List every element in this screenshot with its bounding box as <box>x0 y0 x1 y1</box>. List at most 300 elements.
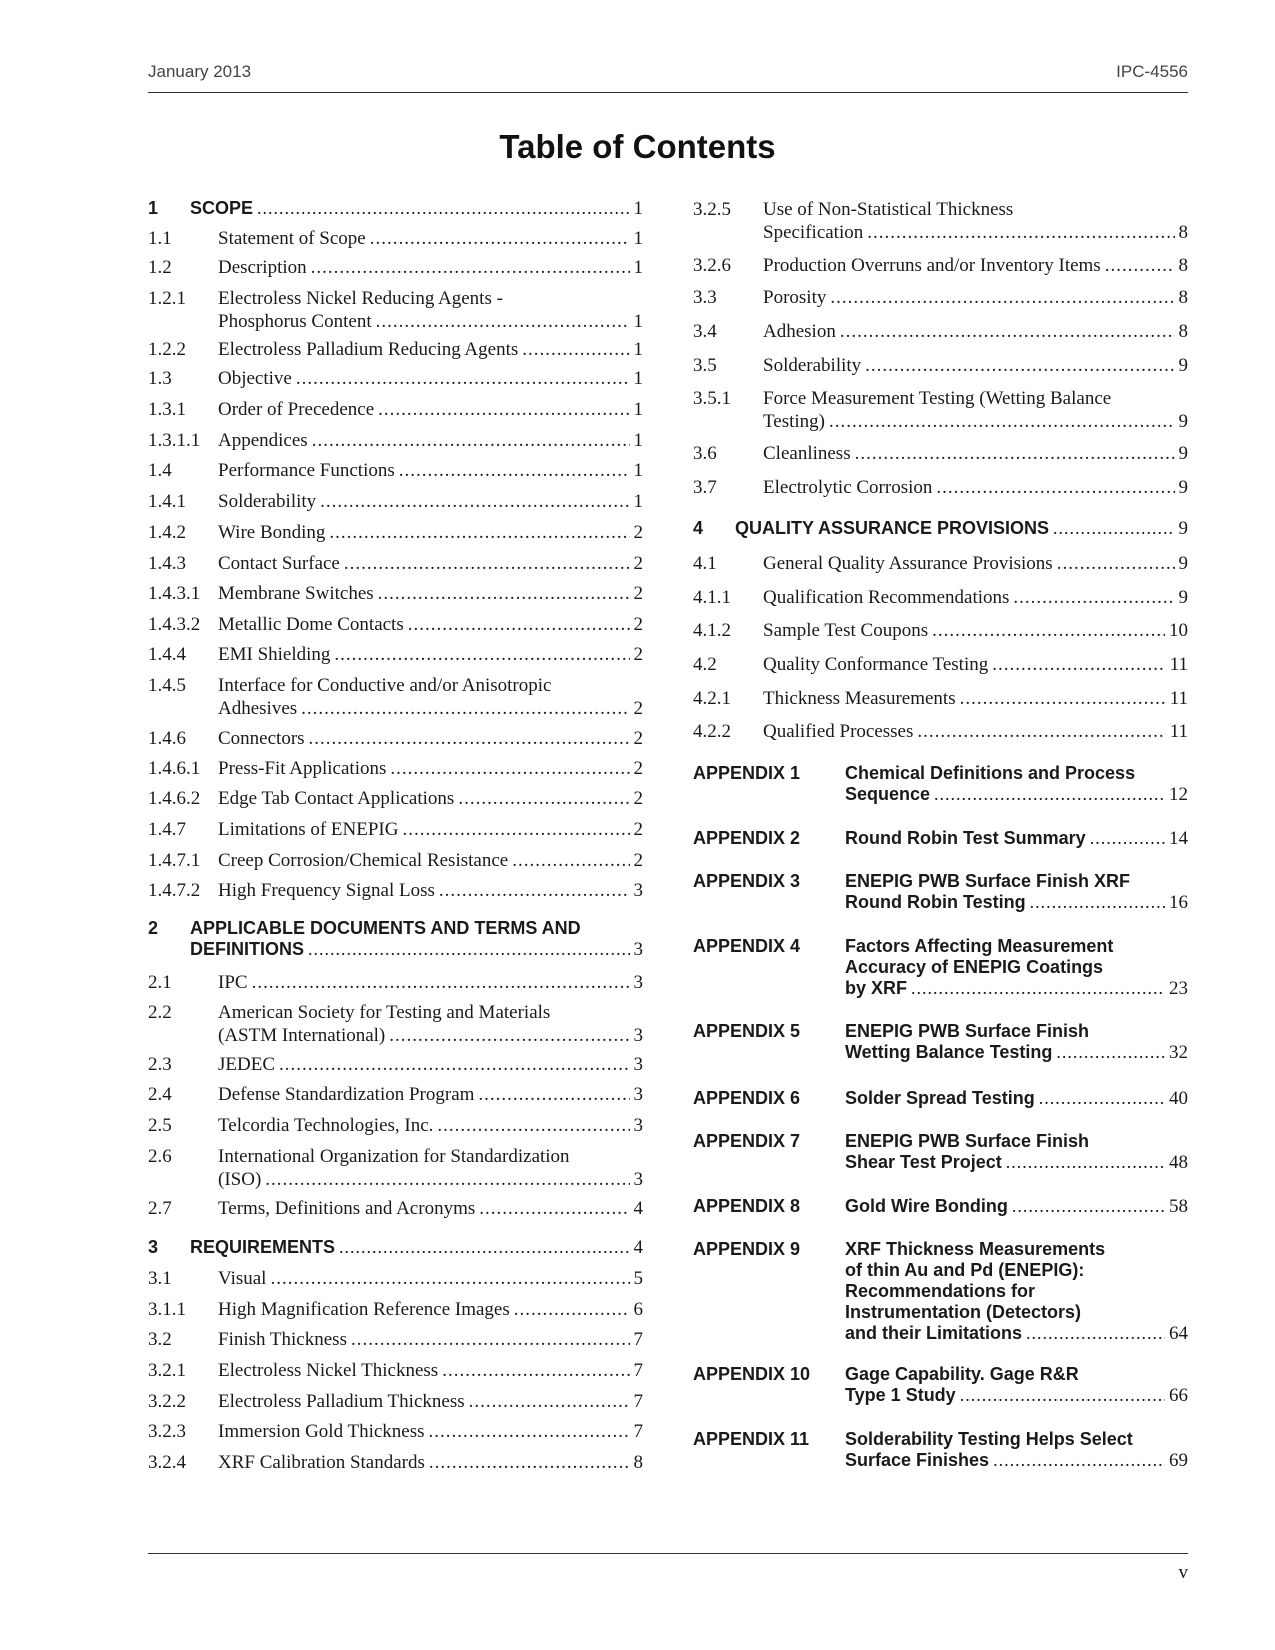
toc-entry-text: XRF Calibration Standards <box>218 1452 425 1473</box>
toc-entry-line <box>845 1323 1188 1344</box>
leader-dots <box>301 697 629 720</box>
toc-entry-number: 4.2 <box>693 654 717 675</box>
leader-dots <box>1012 1196 1165 1217</box>
toc-page-number: 3 <box>633 972 643 993</box>
toc-entry-number: 1.4.3.1 <box>148 583 201 604</box>
leader-dots <box>1090 828 1165 849</box>
toc-entry[interactable] <box>693 586 1188 609</box>
toc-page-number: 3 <box>633 1115 643 1136</box>
toc-page-number: 16 <box>1169 892 1188 913</box>
leader-dots <box>252 971 630 994</box>
toc-entry-title <box>190 198 643 219</box>
toc-entry[interactable] <box>148 643 643 666</box>
toc-entry[interactable] <box>148 1451 643 1474</box>
toc-entry-title <box>763 354 1188 377</box>
toc-entry[interactable] <box>693 687 1188 710</box>
toc-entry-line <box>218 1359 643 1382</box>
toc-entry-number: 1.4.6.1 <box>148 758 201 779</box>
toc-page-number: 2 <box>633 728 643 749</box>
toc-entry-text: Metallic Dome Contacts <box>218 614 404 635</box>
leader-dots <box>279 1053 630 1076</box>
toc-entry[interactable] <box>148 1053 643 1076</box>
toc-entry[interactable] <box>693 320 1188 343</box>
leader-dots <box>390 757 629 780</box>
toc-entry-number: 1.4 <box>148 460 172 481</box>
toc-appendix-entry[interactable] <box>693 1021 1188 1063</box>
leader-dots <box>296 367 630 390</box>
toc-entry[interactable] <box>148 338 643 361</box>
toc-page-number: 14 <box>1169 828 1188 849</box>
toc-entry-line <box>218 429 643 452</box>
toc-entry-line <box>218 287 643 310</box>
toc-entry[interactable] <box>148 552 643 575</box>
toc-entry-text: Adhesion <box>763 321 836 342</box>
toc-page-number: 8 <box>1178 321 1188 342</box>
toc-entry[interactable] <box>693 653 1188 676</box>
toc-entry-title <box>845 1131 1188 1173</box>
toc-entry-line <box>218 338 643 361</box>
toc-entry-text: Objective <box>218 368 292 389</box>
toc-entry-text: Accuracy of ENEPIG Coatings <box>845 957 1104 977</box>
toc-page-number: 2 <box>633 788 643 809</box>
toc-entry-number: 1.4.5 <box>148 675 186 696</box>
toc-page-number: 58 <box>1169 1196 1188 1217</box>
toc-page-number: 66 <box>1169 1385 1188 1406</box>
toc-entry[interactable] <box>148 1267 643 1290</box>
toc-entry[interactable] <box>148 1083 643 1106</box>
toc-page-number: 3 <box>633 1025 643 1046</box>
toc-entry-number: 3.2.6 <box>693 255 731 276</box>
toc-entry-number: 4.1.1 <box>693 587 731 608</box>
toc-page-number: 3 <box>633 939 643 960</box>
leader-dots <box>829 410 1175 433</box>
toc-page-number: 1 <box>633 228 643 249</box>
toc-entry-text: General Quality Assurance Provisions <box>763 553 1053 574</box>
toc-entry[interactable] <box>148 521 643 544</box>
toc-appendix-entry[interactable] <box>693 828 1188 849</box>
toc-entry[interactable] <box>148 1328 643 1351</box>
toc-entry[interactable] <box>148 757 643 780</box>
toc-entry-text: DEFINITIONS <box>190 939 305 959</box>
toc-entry-title <box>845 763 1188 805</box>
toc-page-number: 40 <box>1169 1088 1188 1109</box>
toc-entry-text: JEDEC <box>218 1054 275 1075</box>
leader-dots <box>993 1450 1165 1471</box>
toc-entry-number: 2.3 <box>148 1054 172 1075</box>
toc-section-heading[interactable] <box>148 918 643 960</box>
toc-page-number: 64 <box>1169 1323 1188 1344</box>
toc-entry-number: APPENDIX 11 <box>693 1429 810 1449</box>
toc-entry-line <box>218 1083 643 1106</box>
toc-page-number: 23 <box>1169 978 1188 999</box>
toc-entry-line <box>845 1239 1188 1260</box>
toc-entry-title <box>763 619 1188 642</box>
leader-dots <box>320 490 629 513</box>
toc-entry[interactable] <box>693 354 1188 377</box>
toc-entry-text: EMI Shielding <box>218 644 331 665</box>
toc-section-heading[interactable] <box>148 1237 643 1258</box>
toc-entry-line <box>190 198 643 219</box>
toc-entry-number: 3.7 <box>693 477 717 498</box>
toc-entry[interactable] <box>148 1001 643 1047</box>
toc-entry-text: Solderability <box>218 491 317 512</box>
toc-entry[interactable] <box>693 198 1188 244</box>
toc-entry[interactable] <box>148 287 643 333</box>
toc-entry-line <box>845 828 1188 849</box>
toc-entry[interactable] <box>148 582 643 605</box>
toc-entry[interactable] <box>148 818 643 841</box>
toc-entry-text: Performance Functions <box>218 460 395 481</box>
toc-entry[interactable] <box>148 849 643 872</box>
toc-page-number: 3 <box>633 880 643 901</box>
toc-entry[interactable] <box>148 1359 643 1382</box>
leader-dots <box>1056 1042 1165 1063</box>
toc-page-number: 2 <box>633 758 643 779</box>
leader-dots <box>329 521 629 544</box>
toc-entry-line <box>218 521 643 544</box>
toc-entry-title <box>218 818 643 841</box>
toc-entry[interactable] <box>148 256 643 279</box>
toc-entry-number: 1.4.6.2 <box>148 788 201 809</box>
toc-page-number: 8 <box>1178 222 1188 243</box>
toc-page-number: 9 <box>1178 355 1188 376</box>
toc-entry-text: of thin Au and Pd (ENEPIG): <box>845 1260 1085 1280</box>
toc-entry-line <box>845 1364 1188 1385</box>
toc-entry[interactable] <box>148 1420 643 1443</box>
toc-entry-text: Adhesives <box>218 698 298 719</box>
toc-entry-line <box>763 221 1188 244</box>
toc-entry-text: Sequence <box>845 784 931 804</box>
toc-entry-title <box>218 879 643 902</box>
toc-entry-line <box>218 398 643 421</box>
toc-entry-text: Creep Corrosion/Chemical Resistance <box>218 850 509 871</box>
toc-entry[interactable] <box>148 1298 643 1321</box>
toc-entry-title <box>218 1001 643 1047</box>
toc-entry-number: 1.4.4 <box>148 644 186 665</box>
toc-entry-text: Production Overruns and/or Inventory Items <box>763 255 1101 276</box>
toc-page-number: 1 <box>633 399 643 420</box>
toc-entry-line <box>763 552 1188 575</box>
toc-entry-line <box>845 871 1188 892</box>
toc-entry-line <box>190 939 643 960</box>
toc-page-number: 32 <box>1169 1042 1188 1063</box>
leader-dots <box>936 476 1174 499</box>
toc-entry-number: 3.5.1 <box>693 388 731 409</box>
toc-entry-text: Defense Standardization Program <box>218 1084 475 1105</box>
toc-entry-text: and their Limitations <box>845 1323 1023 1343</box>
leader-dots <box>437 1114 629 1137</box>
toc-entry-number: 4.1.2 <box>693 620 731 641</box>
leader-dots <box>429 1451 630 1474</box>
toc-entry-number: 3.4 <box>693 321 717 342</box>
toc-entry[interactable] <box>693 442 1188 465</box>
toc-appendix-entry[interactable] <box>693 1239 1188 1344</box>
toc-entry-line <box>218 971 643 994</box>
toc-entry-line <box>218 1168 643 1191</box>
toc-entry-line <box>218 1420 643 1443</box>
toc-entry-title <box>218 1420 643 1443</box>
toc-appendix-entry[interactable] <box>693 763 1188 805</box>
toc-entry-number: APPENDIX 4 <box>693 936 801 956</box>
toc-entry-line <box>218 1114 643 1137</box>
toc-entry-title <box>218 787 643 810</box>
toc-entry-title <box>218 613 643 636</box>
toc-entry-number: 1.3 <box>148 368 172 389</box>
toc-section-heading[interactable] <box>148 198 643 219</box>
toc-entry-title <box>845 1021 1188 1063</box>
leader-dots <box>309 727 630 750</box>
toc-entry-text: Electroless Nickel Reducing Agents - <box>218 288 503 309</box>
toc-entry-text: Solder Spread Testing <box>845 1088 1035 1108</box>
toc-entry-text: International Organization for Standardization <box>218 1146 570 1167</box>
leader-dots <box>370 227 630 250</box>
toc-entry-title <box>218 1328 643 1351</box>
toc-entry-text: Contact Surface <box>218 553 340 574</box>
toc-entry-line <box>845 1131 1188 1152</box>
toc-page-number: 2 <box>633 850 643 871</box>
toc-entry-number: 1.4.7 <box>148 819 186 840</box>
toc-entry-text: IPC <box>218 972 248 993</box>
toc-page-number: 9 <box>1178 518 1188 539</box>
toc-entry[interactable] <box>693 387 1188 433</box>
leader-dots <box>429 1420 630 1443</box>
toc-page-number: 12 <box>1169 784 1188 805</box>
toc-entry-line <box>845 1281 1188 1302</box>
toc-appendix-entry[interactable] <box>693 1364 1188 1406</box>
toc-entry-title <box>845 1429 1188 1471</box>
toc-entry-number: 1.4.3.2 <box>148 614 201 635</box>
toc-entry-number: APPENDIX 1 <box>693 763 801 783</box>
toc-entry[interactable] <box>148 971 643 994</box>
toc-entry-title <box>218 1390 643 1413</box>
toc-entry-title <box>845 1364 1188 1406</box>
toc-section-heading[interactable] <box>693 518 1188 539</box>
toc-entry-line <box>845 1042 1188 1063</box>
leader-dots <box>1057 552 1175 575</box>
toc-entry-line <box>218 1053 643 1076</box>
toc-page-number: 4 <box>633 1237 643 1258</box>
toc-entry-line <box>218 227 643 250</box>
toc-appendix-entry[interactable] <box>693 1429 1188 1471</box>
toc-entry-line <box>763 387 1188 410</box>
toc-entry-title <box>218 227 643 250</box>
toc-entry[interactable] <box>148 227 643 250</box>
leader-dots <box>479 1197 629 1220</box>
toc-entry-title <box>845 1196 1188 1217</box>
toc-entry-line <box>845 763 1188 784</box>
toc-entry-line <box>845 1021 1188 1042</box>
toc-entry-title <box>218 1359 643 1382</box>
toc-entry-line <box>218 674 643 697</box>
toc-entry[interactable] <box>148 613 643 636</box>
toc-entry[interactable] <box>148 1114 643 1137</box>
toc-entry-text: ENEPIG PWB Surface Finish <box>845 1021 1090 1041</box>
toc-entry-line <box>845 1088 1188 1109</box>
leader-dots <box>334 643 629 666</box>
toc-entry-line <box>845 957 1188 978</box>
toc-entry-title <box>218 521 643 544</box>
toc-entry[interactable] <box>693 720 1188 743</box>
toc-entry-line <box>845 978 1188 999</box>
toc-appendix-entry[interactable] <box>693 1088 1188 1109</box>
leader-dots <box>514 1298 630 1321</box>
toc-entry-title <box>763 387 1188 433</box>
toc-entry-line <box>845 1429 1188 1450</box>
toc-entry[interactable] <box>693 552 1188 575</box>
toc-entry-text: Telcordia Technologies, Inc. <box>218 1115 434 1136</box>
toc-entry-text: Visual <box>218 1268 267 1289</box>
toc-entry[interactable] <box>148 879 643 902</box>
toc-entry-text: Order of Precedence <box>218 399 375 420</box>
toc-entry-title <box>763 198 1188 244</box>
toc-entry-title <box>218 367 643 390</box>
toc-entry-number: 4.1 <box>693 553 717 574</box>
toc-entry-text: Electroless Palladium Thickness <box>218 1391 465 1412</box>
toc-entry-number: 4.2.2 <box>693 721 731 742</box>
toc-entry-text: Factors Affecting Measurement <box>845 936 1114 956</box>
toc-entry[interactable] <box>148 398 643 421</box>
toc-entry-title <box>763 476 1188 499</box>
toc-entry[interactable] <box>148 1197 643 1220</box>
header-date: January 2013 <box>148 62 252 81</box>
toc-page-number: 69 <box>1169 1450 1188 1471</box>
leader-dots <box>1013 586 1174 609</box>
toc-entry-line <box>763 354 1188 377</box>
toc-entry-line <box>218 459 643 482</box>
toc-entry[interactable] <box>148 429 643 452</box>
toc-entry[interactable] <box>693 619 1188 642</box>
toc-entry-number: 4.2.1 <box>693 688 731 709</box>
toc-entry-text: Round Robin Testing <box>845 892 1026 912</box>
toc-entry-number: APPENDIX 2 <box>693 828 801 848</box>
toc-entry[interactable] <box>148 1145 643 1191</box>
toc-appendix-entry[interactable] <box>693 1131 1188 1173</box>
toc-entry-title <box>845 1239 1188 1344</box>
toc-entry-line <box>218 490 643 513</box>
toc-entry-title <box>763 254 1188 277</box>
toc-entry-number: 3.1 <box>148 1268 172 1289</box>
toc-entry-line <box>218 849 643 872</box>
leader-dots <box>378 582 630 605</box>
page-number: v <box>1178 1562 1188 1583</box>
toc-entry-title <box>845 1088 1188 1109</box>
toc-entry[interactable] <box>148 674 643 720</box>
toc-page-number: 1 <box>633 491 643 512</box>
toc-entry-line <box>763 619 1188 642</box>
toc-entry-title <box>218 1267 643 1290</box>
toc-entry-text: Finish Thickness <box>218 1329 347 1350</box>
toc-entry-line <box>845 1302 1188 1323</box>
toc-entry-line <box>763 254 1188 277</box>
toc-entry-number: 1.2 <box>148 257 172 278</box>
toc-entry[interactable] <box>148 367 643 390</box>
toc-entry-text: (ISO) <box>218 1169 262 1190</box>
toc-page-number: 1 <box>633 430 643 451</box>
leader-dots <box>311 256 630 279</box>
toc-entry-text: APPLICABLE DOCUMENTS AND TERMS AND <box>190 918 581 938</box>
toc-entry[interactable] <box>148 459 643 482</box>
toc-appendix-entry[interactable] <box>693 936 1188 999</box>
leader-dots <box>376 310 630 333</box>
toc-entry-title <box>218 490 643 513</box>
toc-entry-line <box>763 320 1188 343</box>
toc-entry[interactable] <box>148 727 643 750</box>
toc-entry-title <box>218 1298 643 1321</box>
toc-entry-text: Edge Tab Contact Applications <box>218 788 455 809</box>
toc-entry-text: High Frequency Signal Loss <box>218 880 435 901</box>
toc-page-number: 48 <box>1169 1152 1188 1173</box>
toc-entry-text: Shear Test Project <box>845 1152 1002 1172</box>
toc-entry-text: Thickness Measurements <box>763 688 956 709</box>
toc-page-number: 8 <box>633 1452 643 1473</box>
toc-entry-text: Wetting Balance Testing <box>845 1042 1053 1062</box>
toc-entry-line <box>218 582 643 605</box>
toc-page-number: 6 <box>633 1299 643 1320</box>
toc-entry-number: 3.2.1 <box>148 1360 186 1381</box>
toc-entry-text: Cleanliness <box>763 443 851 464</box>
toc-page-number: 9 <box>1178 443 1188 464</box>
toc-entry-number: APPENDIX 7 <box>693 1131 801 1151</box>
toc-page-number: 1 <box>633 198 643 219</box>
toc-entry-text: Phosphorus Content <box>218 311 372 332</box>
toc-page-number: 4 <box>633 1198 643 1219</box>
toc-entry-number: 1.4.7.1 <box>148 850 201 871</box>
toc-entry-text: (ASTM International) <box>218 1025 386 1046</box>
leader-dots <box>402 818 629 841</box>
toc-entry-text: Solderability Testing Helps Select <box>845 1429 1133 1449</box>
toc-entry[interactable] <box>693 476 1188 499</box>
toc-entry[interactable] <box>148 490 643 513</box>
toc-appendix-entry[interactable] <box>693 1196 1188 1217</box>
toc-entry-number: 3.3 <box>693 287 717 308</box>
toc-entry[interactable] <box>148 1390 643 1413</box>
toc-entry-line <box>218 1024 643 1047</box>
toc-entry-line <box>218 757 643 780</box>
toc-entry[interactable] <box>148 787 643 810</box>
toc-page-number: 2 <box>633 819 643 840</box>
leader-dots <box>469 1390 630 1413</box>
toc-entry-number: 3.1.1 <box>148 1299 186 1320</box>
toc-entry-text: Sample Test Coupons <box>763 620 929 641</box>
leader-dots <box>855 442 1175 465</box>
toc-entry[interactable] <box>693 254 1188 277</box>
toc-entry-number: 2.2 <box>148 1002 172 1023</box>
toc-entry-number: 3.2.5 <box>693 199 731 220</box>
toc-page-number: 11 <box>1169 721 1188 742</box>
toc-entry-title <box>218 1197 643 1220</box>
toc-entry-line <box>845 936 1188 957</box>
toc-page-number: 3 <box>633 1054 643 1075</box>
toc-entry-text: Connectors <box>218 728 305 749</box>
leader-dots <box>270 1267 629 1290</box>
toc-entry-number: 2.5 <box>148 1115 172 1136</box>
leader-dots <box>932 619 1165 642</box>
toc-entry-text: American Society for Testing and Materials <box>218 1002 551 1023</box>
toc-entry-text: Appendices <box>218 430 308 451</box>
toc-entry-title <box>190 918 643 960</box>
toc-page-number: 5 <box>633 1268 643 1289</box>
toc-page-number: 2 <box>633 522 643 543</box>
leader-dots <box>308 939 629 960</box>
leader-dots <box>439 879 630 902</box>
toc-page-number: 2 <box>633 698 643 719</box>
toc-appendix-entry[interactable] <box>693 871 1188 913</box>
toc-entry-number: APPENDIX 3 <box>693 871 801 891</box>
toc-entry[interactable] <box>693 286 1188 309</box>
footer-rule <box>148 1553 1188 1554</box>
leader-dots <box>344 552 630 575</box>
toc-entry-title <box>763 687 1188 710</box>
